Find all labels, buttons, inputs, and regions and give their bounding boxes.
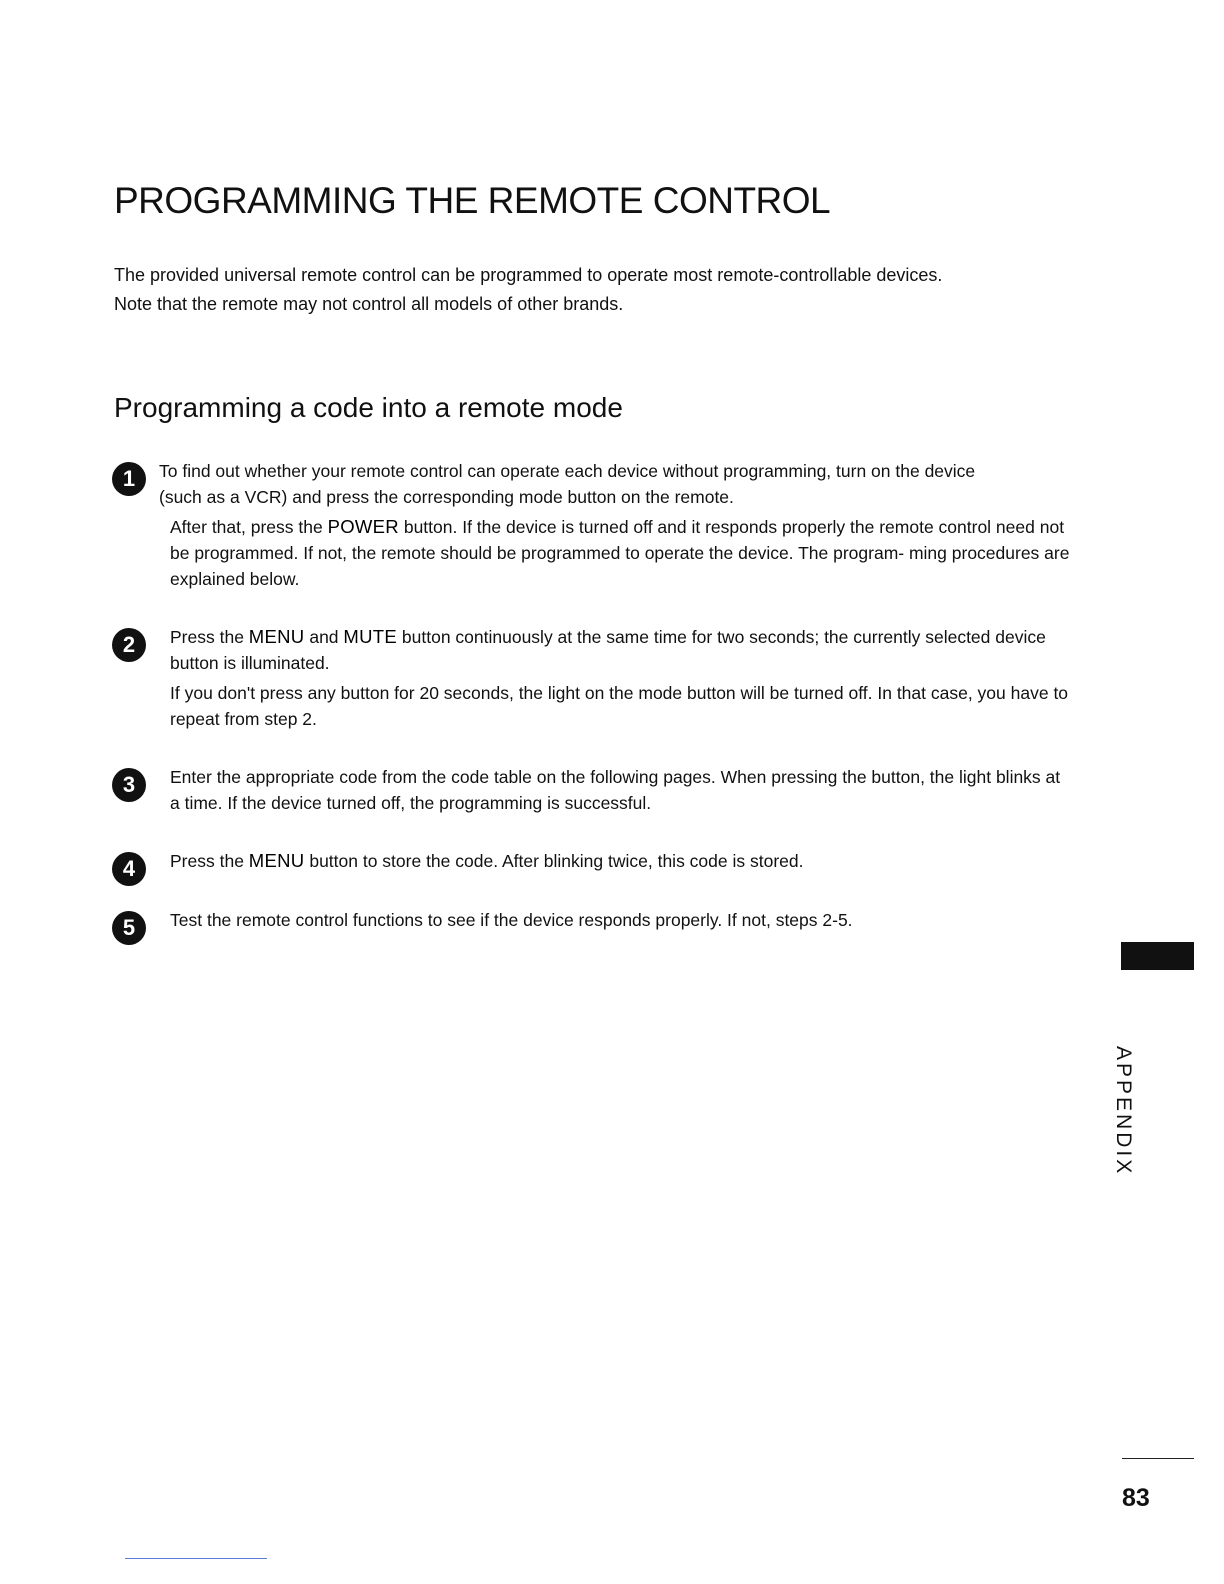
step-text-part: After that, press the bbox=[170, 517, 328, 537]
keyword-power: POWER bbox=[327, 516, 399, 537]
keyword-menu: MENU bbox=[248, 850, 305, 871]
step-text-part: Press the bbox=[170, 627, 249, 647]
step-text bbox=[170, 848, 1070, 874]
page-number-rule bbox=[1122, 1458, 1194, 1459]
step-body bbox=[170, 907, 1070, 933]
step-number-badge: 1 bbox=[112, 462, 146, 496]
step-text-part: button. If the device is turned off and it responds properly the remote control need not be programmed. If not, the remote should be programmed to operate the device. The program- ming procedures are explained below. bbox=[170, 517, 1070, 589]
intro-text bbox=[114, 261, 1114, 319]
section-tab-marker bbox=[1121, 942, 1194, 970]
step-number-badge: 5 bbox=[112, 911, 146, 945]
page-number: 83 bbox=[1122, 1484, 1150, 1512]
page-title: PROGRAMMING THE REMOTE CONTROL bbox=[114, 180, 831, 221]
step-text-part: (such as a VCR) and press the corresponding mode button on the remote. bbox=[159, 487, 734, 507]
step-text-part: and bbox=[304, 627, 344, 647]
step-body bbox=[170, 848, 1070, 874]
keyword-menu: MENU bbox=[248, 626, 305, 647]
section-tab-label: APPENDIX bbox=[1112, 1046, 1135, 1177]
step-text-part: To find out whether your remote control can operate each device without programming, turn on the device bbox=[159, 461, 976, 481]
footer-divider bbox=[125, 1558, 267, 1559]
intro-line: The provided universal remote control can be programmed to operate most remote-controllable devices. bbox=[114, 265, 943, 285]
step-body bbox=[170, 764, 1070, 816]
step-number-badge: 2 bbox=[112, 628, 146, 662]
section-title: Programming a code into a remote mode bbox=[114, 392, 623, 423]
step-text: Enter the appropriate code from the code table on the following pages. When pressing the button, the light blinks at a time. If the device turned off, the programming is successful. bbox=[170, 767, 1061, 813]
step-text bbox=[170, 624, 1070, 676]
intro-line: Note that the remote may not control all models of other brands. bbox=[114, 294, 624, 314]
step-text-part: Press the bbox=[170, 851, 249, 871]
step-number-badge: 4 bbox=[112, 852, 146, 886]
keyword-mute: MUTE bbox=[343, 626, 398, 647]
step-text-part: button continuously at the same time for two seconds; the currently selected device button is illuminated. bbox=[170, 627, 1046, 673]
step-number-badge: 3 bbox=[112, 768, 146, 802]
step-text: Test the remote control functions to see if the device responds properly. If not, steps 2-5. bbox=[170, 910, 853, 930]
step-text bbox=[159, 458, 1070, 510]
step-body bbox=[159, 458, 1070, 592]
step-text-part: button to store the code. After blinking twice, this code is stored. bbox=[304, 851, 804, 871]
step-text bbox=[170, 514, 1070, 592]
step-text: If you don't press any button for 20 seconds, the light on the mode button will be turned off. In that case, you have to repeat from step 2. bbox=[170, 683, 1069, 729]
step-body bbox=[170, 624, 1070, 732]
